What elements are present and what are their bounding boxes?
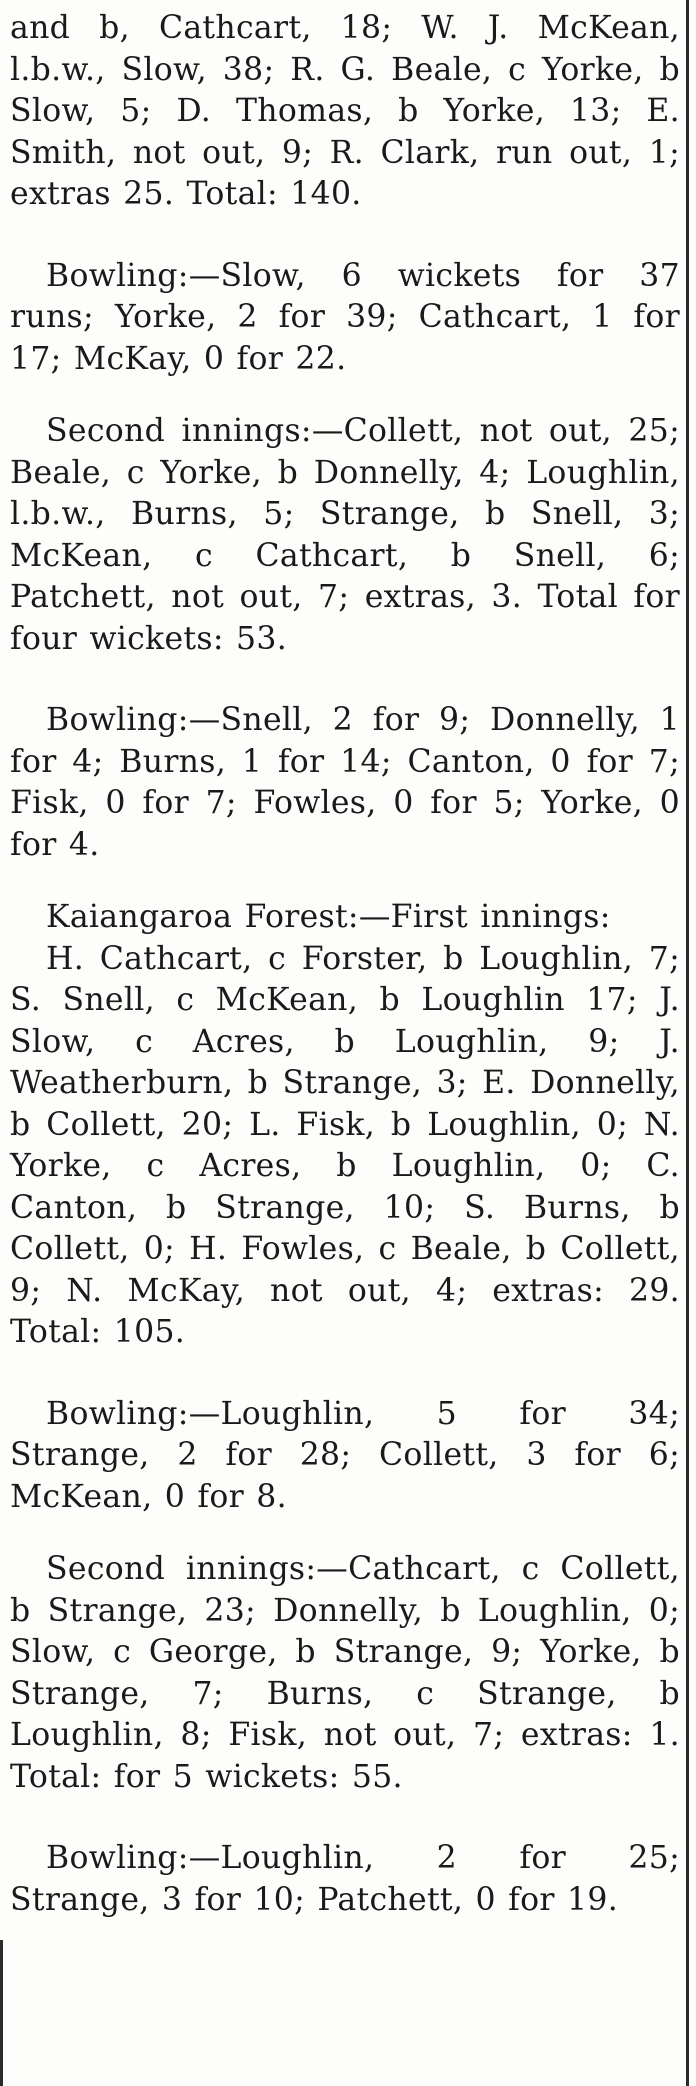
team-heading-paragraph: Kaiangaroa Forest:—First innings: bbox=[46, 899, 611, 935]
bowling-paragraph-3: Bowling:—Loughlin, 5 for 34; Strange, 2 for 28; Collett, 3 for 6; McKean, 0 for 8. bbox=[10, 1395, 680, 1515]
batting-continuation-paragraph: and b, Cathcart, 18; W. J. McKean, l.b.w., Slow, 38; R. G. Beale, c Yorke, b Slow, 5; D. Thomas, b Yorke, 13; E. Smith, not out, 9; R. Clark, run out, 1; extras 25. Total: 140. bbox=[10, 10, 680, 212]
column-rule-left bbox=[0, 1940, 3, 2086]
column-rule-right bbox=[686, 0, 689, 2086]
second-innings-paragraph-1: Second innings:—Collett, not out, 25; Beale, c Yorke, b Donnelly, 4; Loughlin, l.b.w., Burns, 5; Strange, b Snell, 3; McKean, c Cathcart, b Snell, 6; Patchett, not out, 7; extras, 3. Total for four wickets: 53. bbox=[10, 413, 680, 657]
bowling-paragraph-2: Bowling:—Snell, 2 for 9; Donnelly, 1 for 4; Burns, 1 for 14; Canton, 0 for 7; Fisk, 0 for 7; Fowles, 0 for 5; Yorke, 0 for 4. bbox=[10, 702, 680, 863]
bowling-paragraph-1: Bowling:—Slow, 6 wickets for 37 runs; Yorke, 2 for 39; Cathcart, 1 for 17; McKay, 0 for 22. bbox=[10, 257, 680, 377]
bowling-paragraph-4: Bowling:—Loughlin, 2 for 25; Strange, 3 for 10; Patchett, 0 for 19. bbox=[10, 1840, 680, 1918]
article-column bbox=[10, 8, 680, 1921]
second-innings-paragraph-2: Second innings:—Cathcart, c Collett, b Strange, 23; Donnelly, b Loughlin, 0; Slow, c George, b Strange, 9; Yorke, b Strange, 7; Burns, c Strange, b Loughlin, 8; Fisk, not out, 7; extras: 1. Total: for 5 wickets: 55. bbox=[10, 1551, 680, 1795]
first-innings-paragraph: H. Cathcart, c Forster, b Loughlin, 7; S. Snell, c McKean, b Loughlin 17; J. Slow, c Acres, b Loughlin, 9; J. Weatherburn, b Strange, 3; E. Donnelly, b Collett, 20; L. Fisk, b Loughlin, 0; N. Yorke, c Acres, b Loughlin, 0; C. Canton, b Strange, 10; S. Burns, b Collett, 0; H. Fowles, c Beale, b Collett, 9; N. McKay, not out, 4; extras: 29. Total: 105. bbox=[10, 940, 680, 1350]
